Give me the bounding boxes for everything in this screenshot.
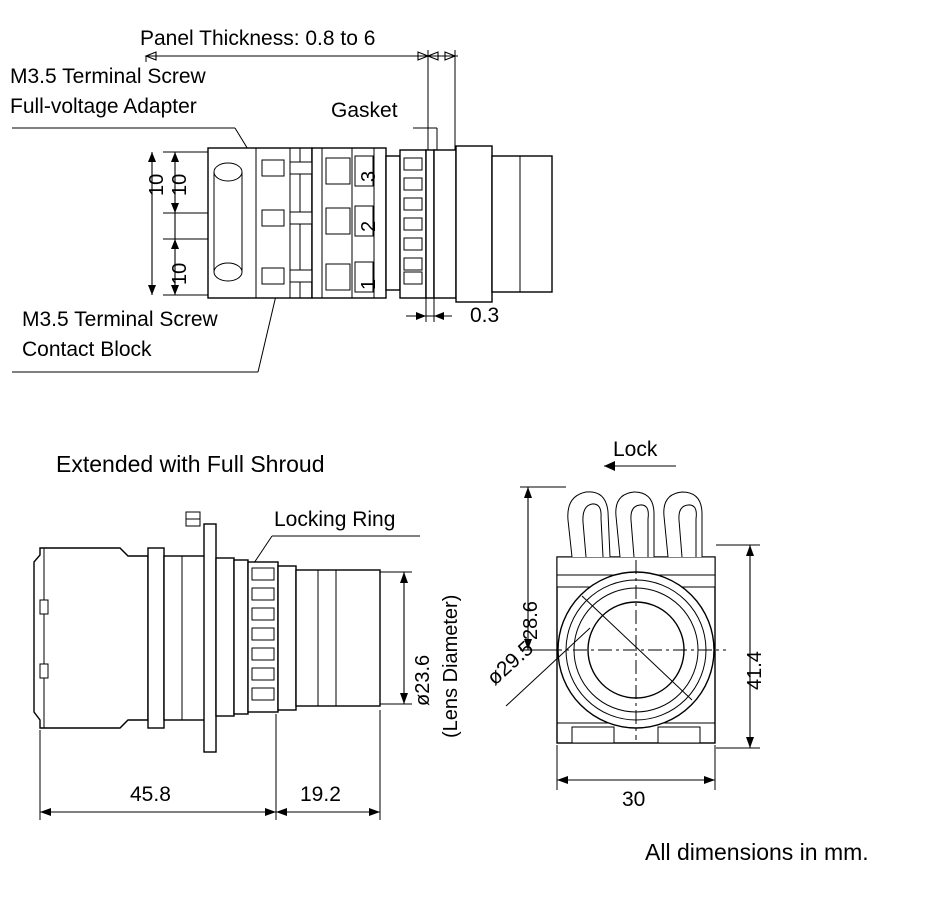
- gasket-label: Gasket: [331, 99, 398, 122]
- dim-gasket-thickness: 0.3: [470, 304, 500, 327]
- dim-bezel-diameter: ø29.5: [482, 636, 538, 690]
- terminal-number-2: 2: [358, 220, 380, 232]
- locking-ring-label: Locking Ring: [274, 508, 396, 531]
- terminal-number-3: 3: [358, 170, 380, 182]
- lock-direction-label: Lock: [613, 438, 658, 461]
- extended-full-shroud-title: Extended with Full Shroud: [56, 451, 325, 477]
- terminal-screw-adapter-label-line1: M3.5 Terminal Screw: [10, 65, 206, 88]
- bottom-left-view-group: [34, 512, 420, 820]
- dim-lens-diameter: ø23.6: [412, 654, 434, 706]
- dim-spacing-2: 10: [169, 173, 191, 196]
- terminal-screw-adapter-label-line2: Full-voltage Adapter: [10, 95, 197, 118]
- units-footnote: All dimensions in mm.: [645, 839, 869, 865]
- terminal-number-1: 1: [358, 278, 380, 290]
- dim-spacing-3: 10: [169, 262, 191, 285]
- dim-overall-height: 41.4: [744, 651, 766, 690]
- dim-width: 30: [622, 788, 646, 811]
- dim-body-length: 45.8: [130, 783, 171, 806]
- dim-height-upper: 28.6: [520, 601, 542, 640]
- front-view-group: [506, 461, 760, 790]
- dim-spacing-1: 10: [146, 173, 168, 196]
- panel-thickness-label: Panel Thickness: 0.8 to 6: [140, 27, 376, 50]
- terminal-screw-contact-block-label-line2: Contact Block: [22, 338, 152, 361]
- terminal-screw-contact-block-label-line1: M3.5 Terminal Screw: [22, 308, 218, 331]
- dim-shroud-length: 19.2: [300, 783, 341, 806]
- dim-lens-diameter-note: (Lens Diameter): [440, 594, 462, 738]
